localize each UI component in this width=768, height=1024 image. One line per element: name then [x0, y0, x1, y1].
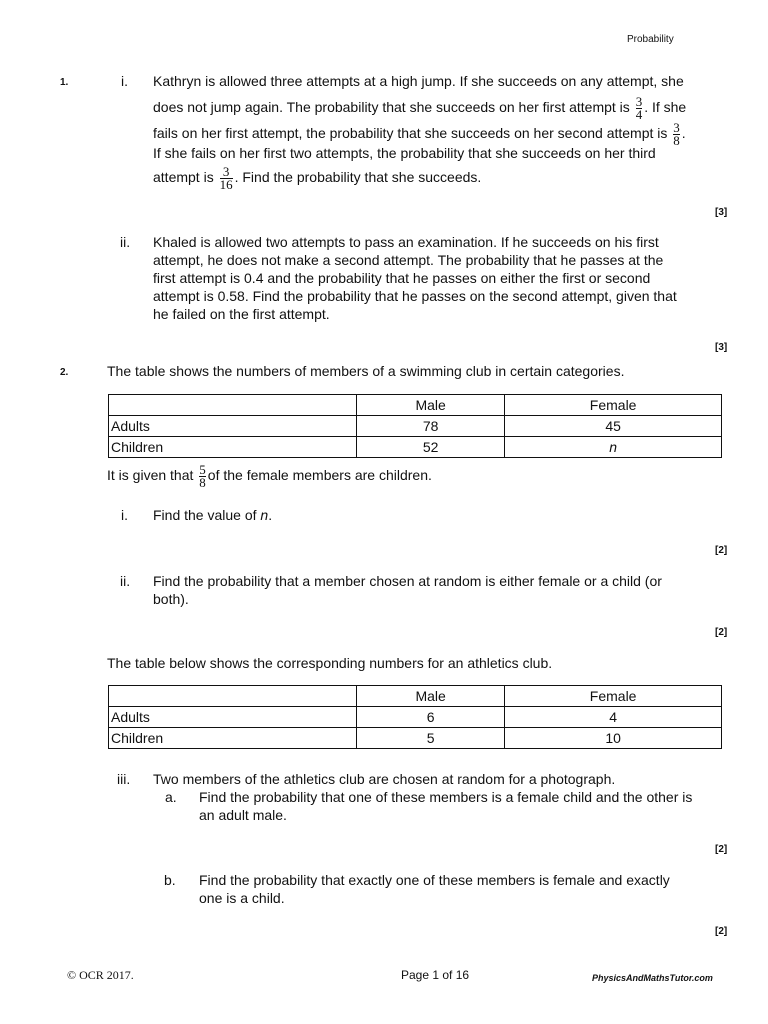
q1i-line3: fails on her first attempt, the probability that she succeeds on her second attempt is $\frac{3}{8}$ .: [153, 120, 686, 148]
q2-part-i-label: i.: [121, 507, 128, 523]
table-header-cell: [109, 686, 357, 707]
q2-part-i-text: Find the value of n.: [153, 507, 273, 523]
q1ii-line: he failed on the first attempt.: [153, 306, 330, 322]
athletics-intro: The table below shows the corresponding numbers for an athletics club.: [107, 655, 553, 671]
question-1-number: 1.: [60, 77, 69, 88]
q2ii-line: both).: [153, 591, 189, 607]
athletics-club-table: [108, 685, 722, 749]
question-2-number: 2.: [60, 367, 69, 378]
fraction-three-quarters: $\frac{3}{4}$: [635, 94, 643, 122]
table-cell: n: [505, 437, 722, 458]
q2-part-ii-label: ii.: [120, 573, 131, 589]
table-header-cell: [109, 395, 357, 416]
table-cell: 5: [357, 728, 505, 749]
page-number: Page 1 of 16: [401, 968, 470, 982]
q2ii-line: Find the probability that a member chosen at random is either female or a child (or: [153, 573, 662, 589]
q1i-line4: If she fails on her first two attempts, the probability that she succeeds on her third: [153, 145, 656, 161]
q2iiib-line: one is a child.: [199, 890, 285, 906]
q1i-line1: Kathryn is allowed three attempts at a high jump. If she succeeds on any attempt, she: [153, 73, 684, 89]
q2iiib-line: Find the probability that exactly one of these members is female and exactly: [199, 872, 670, 888]
table-header-row: [109, 686, 722, 707]
table-cell: 52: [357, 437, 505, 458]
q1ii-marks: [3]: [715, 342, 728, 353]
q1i-line2: does not jump again. The probability that she succeeds on her first attempt is $\frac{3}{4}$ . If she: [153, 94, 687, 122]
fraction-five-eighths: $\frac{5}{8}$: [199, 462, 206, 490]
q1ii-line: Khaled is allowed two attempts to pass an examination. If he succeeds on his first: [153, 234, 659, 250]
q2ii-marks: [2]: [715, 627, 728, 638]
table-row: [109, 707, 722, 728]
table-header-cell: Male: [357, 395, 505, 416]
q1ii-line: attempt is 0.58. Find the probability that he passes on the second attempt, given that: [153, 288, 677, 304]
q2-given-statement: It is given that $\frac{5}{8}$ of the female members are children.: [107, 462, 432, 490]
table-cell: 10: [505, 728, 722, 749]
q1ii-line: first attempt is 0.4 and the probability that he passes on either the first or second: [153, 270, 651, 286]
q2-part-iii-a-text: [199, 788, 739, 824]
q2iiia-line: Find the probability that one of these members is a female child and the other is: [199, 789, 693, 805]
q2-intro: The table shows the numbers of members of a swimming club in certain categories.: [107, 363, 625, 379]
q2i-marks: [2]: [715, 545, 728, 556]
q2-part-iii-b-label: b.: [164, 872, 176, 888]
q2-part-iii-b-text: [199, 871, 739, 907]
table-header-cell: Female: [505, 395, 722, 416]
q1i-line5: attempt is $\frac{3}{16}$ . Find the probability that she succeeds.: [153, 164, 482, 192]
q1-part-i-text: [153, 72, 743, 191]
table-cell: Children: [109, 728, 357, 749]
q1-part-ii-label: ii.: [120, 234, 131, 250]
q1-part-i-label: i.: [121, 73, 128, 89]
q2-part-iii-a-label: a.: [165, 789, 177, 805]
q1i-marks: [3]: [715, 207, 728, 218]
q2iiia-line: an adult male.: [199, 807, 287, 823]
q1-part-ii-text: [153, 233, 738, 323]
table-cell: 45: [505, 416, 722, 437]
copyright-notice: © OCR 2017.: [67, 968, 134, 982]
table-row: [109, 416, 722, 437]
table-cell: Children: [109, 437, 357, 458]
q1ii-line: attempt, he does not make a second attempt. The probability that he passes at the: [153, 252, 664, 268]
q2-part-iii-label: iii.: [117, 771, 131, 787]
table-row: [109, 437, 722, 458]
site-credit: PhysicsAndMathsTutor.com: [592, 973, 713, 983]
q2iiia-marks: [2]: [715, 844, 728, 855]
running-header: Probability: [627, 34, 674, 45]
table-cell: Adults: [109, 416, 357, 437]
table-header-cell: Female: [505, 686, 722, 707]
table-header-row: [109, 395, 722, 416]
table-cell: 78: [357, 416, 505, 437]
table-cell: 4: [505, 707, 722, 728]
fraction-three-sixteenths: $\frac{3}{16}$: [219, 164, 233, 192]
table-cell: 6: [357, 707, 505, 728]
table-header-cell: Male: [357, 686, 505, 707]
q2-part-ii-text: [153, 572, 738, 608]
fraction-three-eighths: $\frac{3}{8}$: [673, 120, 680, 148]
swimming-club-table: [108, 394, 722, 458]
table-cell: Adults: [109, 707, 357, 728]
q2iiib-marks: [2]: [715, 926, 728, 937]
q2-part-iii-text: Two members of the athletics club are chosen at random for a photograph.: [153, 771, 616, 787]
table-row: [109, 728, 722, 749]
